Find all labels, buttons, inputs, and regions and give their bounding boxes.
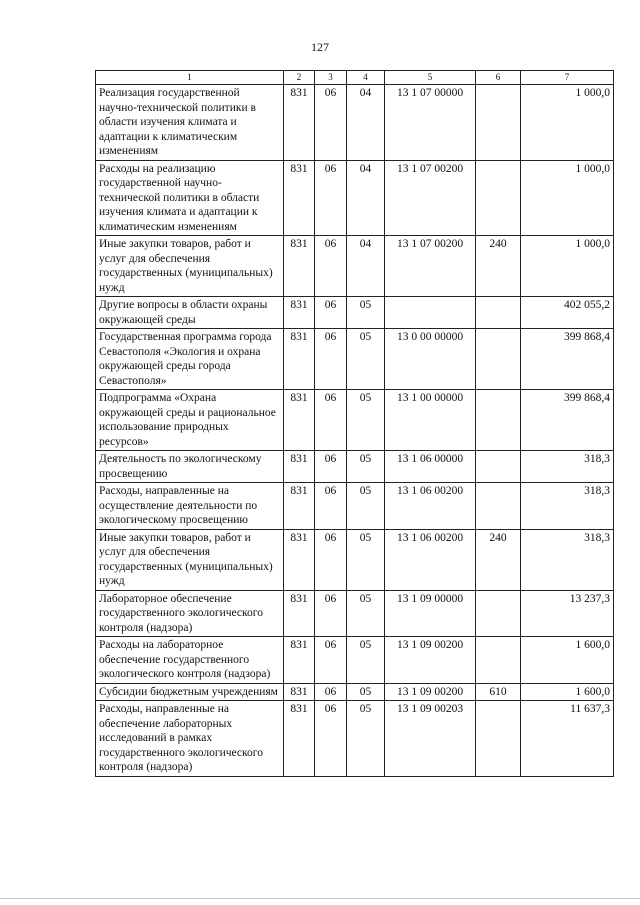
table-row	[96, 451, 614, 483]
subsection-code-cell: 05	[347, 637, 385, 684]
amount-cell: 402 055,2	[521, 297, 614, 329]
table-row	[96, 160, 614, 236]
section-code-cell: 06	[315, 637, 347, 684]
expense-type-cell	[476, 637, 521, 684]
admin-code-cell: 831	[284, 483, 315, 530]
page-number: 127	[311, 40, 329, 54]
expense-type-cell	[476, 701, 521, 777]
amount-cell: 11 637,3	[521, 701, 614, 777]
subsection-code-cell: 05	[347, 683, 385, 701]
section-code-cell: 06	[315, 160, 347, 236]
column-header: 1	[96, 71, 284, 85]
section-code-cell: 06	[315, 701, 347, 777]
table-row	[96, 85, 614, 161]
target-article-cell: 13 1 06 00000	[385, 451, 476, 483]
row-name-cell: Расходы, направленные на обеспечение лабораторных исследований в рамках государственного экологического контроля (надзора)	[96, 701, 284, 777]
expense-type-cell	[476, 451, 521, 483]
table-row	[96, 236, 614, 297]
column-header: 6	[476, 71, 521, 85]
amount-cell: 1 600,0	[521, 637, 614, 684]
row-name-cell: Расходы, направленные на осуществление деятельности по экологическому просвещению	[96, 483, 284, 530]
row-name-cell: Реализация государственной научно-технической политики в области изучения климата и адаптации к климатическим изменениям	[96, 85, 284, 161]
subsection-code-cell: 05	[347, 701, 385, 777]
admin-code-cell: 831	[284, 529, 315, 590]
target-article-cell: 13 1 00 00000	[385, 390, 476, 451]
amount-cell: 318,3	[521, 451, 614, 483]
expense-type-cell: 610	[476, 683, 521, 701]
table-row	[96, 297, 614, 329]
subsection-code-cell: 05	[347, 590, 385, 637]
admin-code-cell: 831	[284, 329, 315, 390]
column-header: 5	[385, 71, 476, 85]
table-row	[96, 529, 614, 590]
row-name-cell: Иные закупки товаров, работ и услуг для обеспечения государственных (муниципальных) нужд	[96, 236, 284, 297]
admin-code-cell: 831	[284, 451, 315, 483]
section-code-cell: 06	[315, 590, 347, 637]
table-body	[96, 85, 614, 777]
expense-type-cell	[476, 85, 521, 161]
admin-code-cell: 831	[284, 701, 315, 777]
target-article-cell: 13 0 00 00000	[385, 329, 476, 390]
column-header: 4	[347, 71, 385, 85]
section-code-cell: 06	[315, 529, 347, 590]
target-article-cell: 13 1 09 00203	[385, 701, 476, 777]
table-row	[96, 483, 614, 530]
amount-cell: 1 000,0	[521, 160, 614, 236]
amount-cell: 1 600,0	[521, 683, 614, 701]
admin-code-cell: 831	[284, 390, 315, 451]
section-code-cell: 06	[315, 236, 347, 297]
admin-code-cell: 831	[284, 160, 315, 236]
row-name-cell: Лабораторное обеспечение государственного экологического контроля (надзора)	[96, 590, 284, 637]
expense-type-cell	[476, 483, 521, 530]
expense-type-cell	[476, 329, 521, 390]
section-code-cell: 06	[315, 683, 347, 701]
row-name-cell: Деятельность по экологическому просвещению	[96, 451, 284, 483]
expense-type-cell	[476, 160, 521, 236]
expense-type-cell	[476, 297, 521, 329]
table-row	[96, 637, 614, 684]
subsection-code-cell: 05	[347, 529, 385, 590]
admin-code-cell: 831	[284, 683, 315, 701]
admin-code-cell: 831	[284, 236, 315, 297]
section-code-cell: 06	[315, 390, 347, 451]
amount-cell: 318,3	[521, 483, 614, 530]
section-code-cell: 06	[315, 85, 347, 161]
amount-cell: 318,3	[521, 529, 614, 590]
amount-cell: 399 868,4	[521, 329, 614, 390]
table-header-row	[96, 71, 614, 85]
budget-table	[95, 70, 614, 777]
row-name-cell: Государственная программа города Севастополя «Экология и охрана окружающей среды города Севастополя»	[96, 329, 284, 390]
target-article-cell: 13 1 09 00200	[385, 683, 476, 701]
amount-cell: 399 868,4	[521, 390, 614, 451]
table-row	[96, 390, 614, 451]
table-row	[96, 329, 614, 390]
target-article-cell: 13 1 06 00200	[385, 529, 476, 590]
admin-code-cell: 831	[284, 590, 315, 637]
subsection-code-cell: 05	[347, 329, 385, 390]
column-header: 2	[284, 71, 315, 85]
expense-type-cell: 240	[476, 529, 521, 590]
column-header: 3	[315, 71, 347, 85]
amount-cell: 13 237,3	[521, 590, 614, 637]
table-row	[96, 701, 614, 777]
target-article-cell: 13 1 09 00200	[385, 637, 476, 684]
target-article-cell: 13 1 07 00000	[385, 85, 476, 161]
admin-code-cell: 831	[284, 297, 315, 329]
expense-type-cell	[476, 590, 521, 637]
target-article-cell	[385, 297, 476, 329]
subsection-code-cell: 05	[347, 297, 385, 329]
section-code-cell: 06	[315, 451, 347, 483]
subsection-code-cell: 05	[347, 483, 385, 530]
row-name-cell: Расходы на реализацию государственной научно-технической политики в области изучения климата и адаптации к климатическим изменениям	[96, 160, 284, 236]
row-name-cell: Подпрограмма «Охрана окружающей среды и рациональное использование природных ресурсов»	[96, 390, 284, 451]
expense-type-cell	[476, 390, 521, 451]
section-code-cell: 06	[315, 297, 347, 329]
admin-code-cell: 831	[284, 637, 315, 684]
subsection-code-cell: 04	[347, 85, 385, 161]
row-name-cell: Расходы на лабораторное обеспечение государственного экологического контроля (надзора)	[96, 637, 284, 684]
target-article-cell: 13 1 07 00200	[385, 236, 476, 297]
amount-cell: 1 000,0	[521, 85, 614, 161]
section-code-cell: 06	[315, 483, 347, 530]
amount-cell: 1 000,0	[521, 236, 614, 297]
target-article-cell: 13 1 06 00200	[385, 483, 476, 530]
table-row	[96, 683, 614, 701]
column-header: 7	[521, 71, 614, 85]
target-article-cell: 13 1 07 00200	[385, 160, 476, 236]
expense-type-cell: 240	[476, 236, 521, 297]
subsection-code-cell: 05	[347, 451, 385, 483]
subsection-code-cell: 05	[347, 390, 385, 451]
scan-edge-divider	[0, 898, 640, 899]
admin-code-cell: 831	[284, 85, 315, 161]
section-code-cell: 06	[315, 329, 347, 390]
row-name-cell: Иные закупки товаров, работ и услуг для обеспечения государственных (муниципальных) нужд	[96, 529, 284, 590]
row-name-cell: Другие вопросы в области охраны окружающей среды	[96, 297, 284, 329]
target-article-cell: 13 1 09 00000	[385, 590, 476, 637]
row-name-cell: Субсидии бюджетным учреждениям	[96, 683, 284, 701]
table-row	[96, 590, 614, 637]
subsection-code-cell: 04	[347, 236, 385, 297]
subsection-code-cell: 04	[347, 160, 385, 236]
